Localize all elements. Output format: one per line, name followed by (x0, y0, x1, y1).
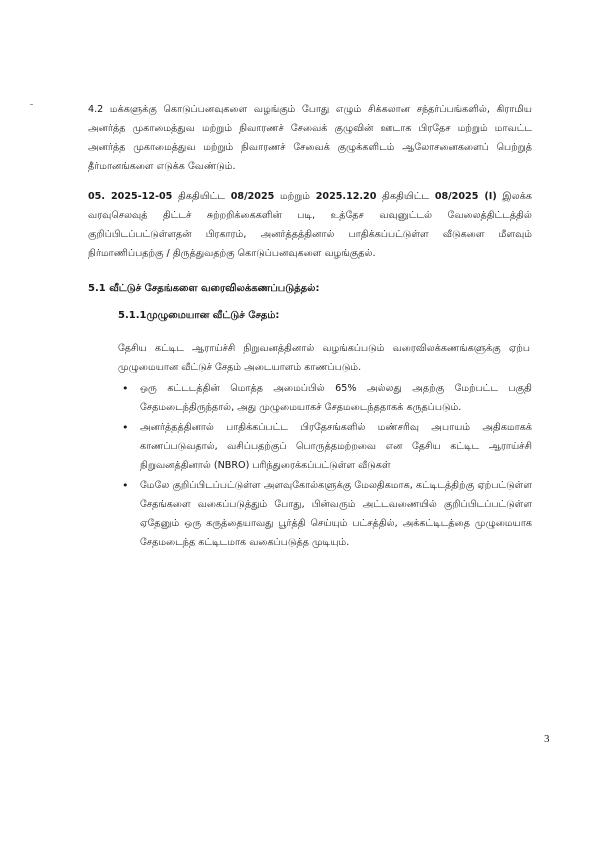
bullet-icon: • (122, 382, 129, 395)
section-05-text-a: திகதியிட்ட (172, 191, 231, 202)
section-05-rest: இலக்க வரவுசெலவுத் திட்டச் சுற்றறிக்கைகளின் படி, உத்தேச வவுனுட்டல் வேலைத்திட்டத்தில் குறிப்பிடப்பட்டுள்ளதன் பிரகாரம், அனர்த்தத்தினால் பாதிக்கப்பட்டுள்ள வீடுகளை மீளவும் நிர்மாணிப்பதற்கு / திருத்துவதற்கு கொடுப்பனவுகளை வழங்குதல். (88, 191, 532, 259)
intro-5-1-1: தேசிய கட்டிட ஆராய்ச்சி நிறுவனத்தினால் வழங்கப்படும் வரைவிலக்கணங்களுக்கு ஏற்ப முழுமையான வீட்டுச் சேதம் அடையாளம் காணப்படும். (118, 343, 530, 373)
list-item-text: மேலே குறிப்பிடப்பட்டுள்ள அளவுகோல்களுக்கு மேலதிகமாக, கட்டிடத்திற்கு ஏற்பட்டுள்ள சேதங்களை வகைப்படுத்தும் போது, பின்வரும் அட்டவணையில் குறிப்பிடப்பட்டுள்ள ஏதேனும் ஒரு கருத்தையாவது பூர்த்தி செய்யும் பட்சத்தில், அக்கட்டிடத்தை முழுமையாக சேதமடைந்த கட்டிடமாக வகைப்படுத்த முடியும். (140, 480, 532, 548)
section-05-text-b: மற்றும் (274, 191, 316, 202)
paragraph-05 (88, 187, 532, 263)
section-05-date-b: 2025.12.20 (315, 191, 377, 202)
page-number: 3 (544, 733, 550, 745)
section-05-ref-a: 08/2025 (230, 191, 275, 202)
bullet-icon: • (122, 421, 129, 434)
list-item (122, 379, 532, 417)
section-05-text-c: திகதியிட்ட (376, 191, 435, 202)
scan-artifact (30, 104, 33, 105)
list-item (122, 418, 532, 475)
section-05-ref-b: 08/2025 (I) (434, 191, 497, 202)
paragraph-4-2: 4.2 மக்களுக்கு கொடுப்பனவுகளை வழங்கும் போது எழும் சிக்கலான சந்தர்ப்பங்களில், கிராமிய அனர்த்த முகாமைத்துவ மற்றும் நிவாரணச் சேவைக் குழுவின் ஊடாக பிரதேச மற்றும் மாவட்ட அனர்த்த முகாமைத்துவ மற்றும் நிவாரணச் சேவைக் குழுக்களிடம் ஆலோசனைகளைப் பெற்றுத் தீர்மானங்களை எடுக்க வேண்டும். (88, 104, 532, 172)
heading-5-1-1: 5.1.1முழுமையான வீட்டுச் சேதம்: (118, 310, 280, 321)
bullet-icon: • (122, 479, 129, 492)
criteria-list (122, 379, 532, 553)
list-item-text: ஒரு கட்டடத்தின் மொத்த அமைப்பில் 65% அல்லது அதற்கு மேற்பட்ட பகுதி சேதமடைந்திருந்தால், அது முழுமையாகச் சேதமடைந்ததாகக் கருதப்படும். (140, 383, 532, 413)
list-item (122, 476, 532, 552)
heading-5-1: 5.1 வீட்டுச் சேதங்களை வரைவிலக்கணப்படுத்தல்: (88, 283, 320, 294)
section-05-number-date: 05. 2025-12-05 (88, 191, 173, 202)
list-item-text: அனர்த்தத்தினால் பாதிக்கப்பட்ட பிரதேசங்களில் மண்சரிவு அபாயம் அதிகமாகக் காணப்படுவதால், வசிப்பதற்குப் பொருத்தமற்றவை என தேசிய கட்டிட ஆராய்ச்சி நிறுவனத்தினால் (NBRO) பரிந்துரைக்கப்பட்டுள்ள வீடுகள் (140, 422, 532, 471)
